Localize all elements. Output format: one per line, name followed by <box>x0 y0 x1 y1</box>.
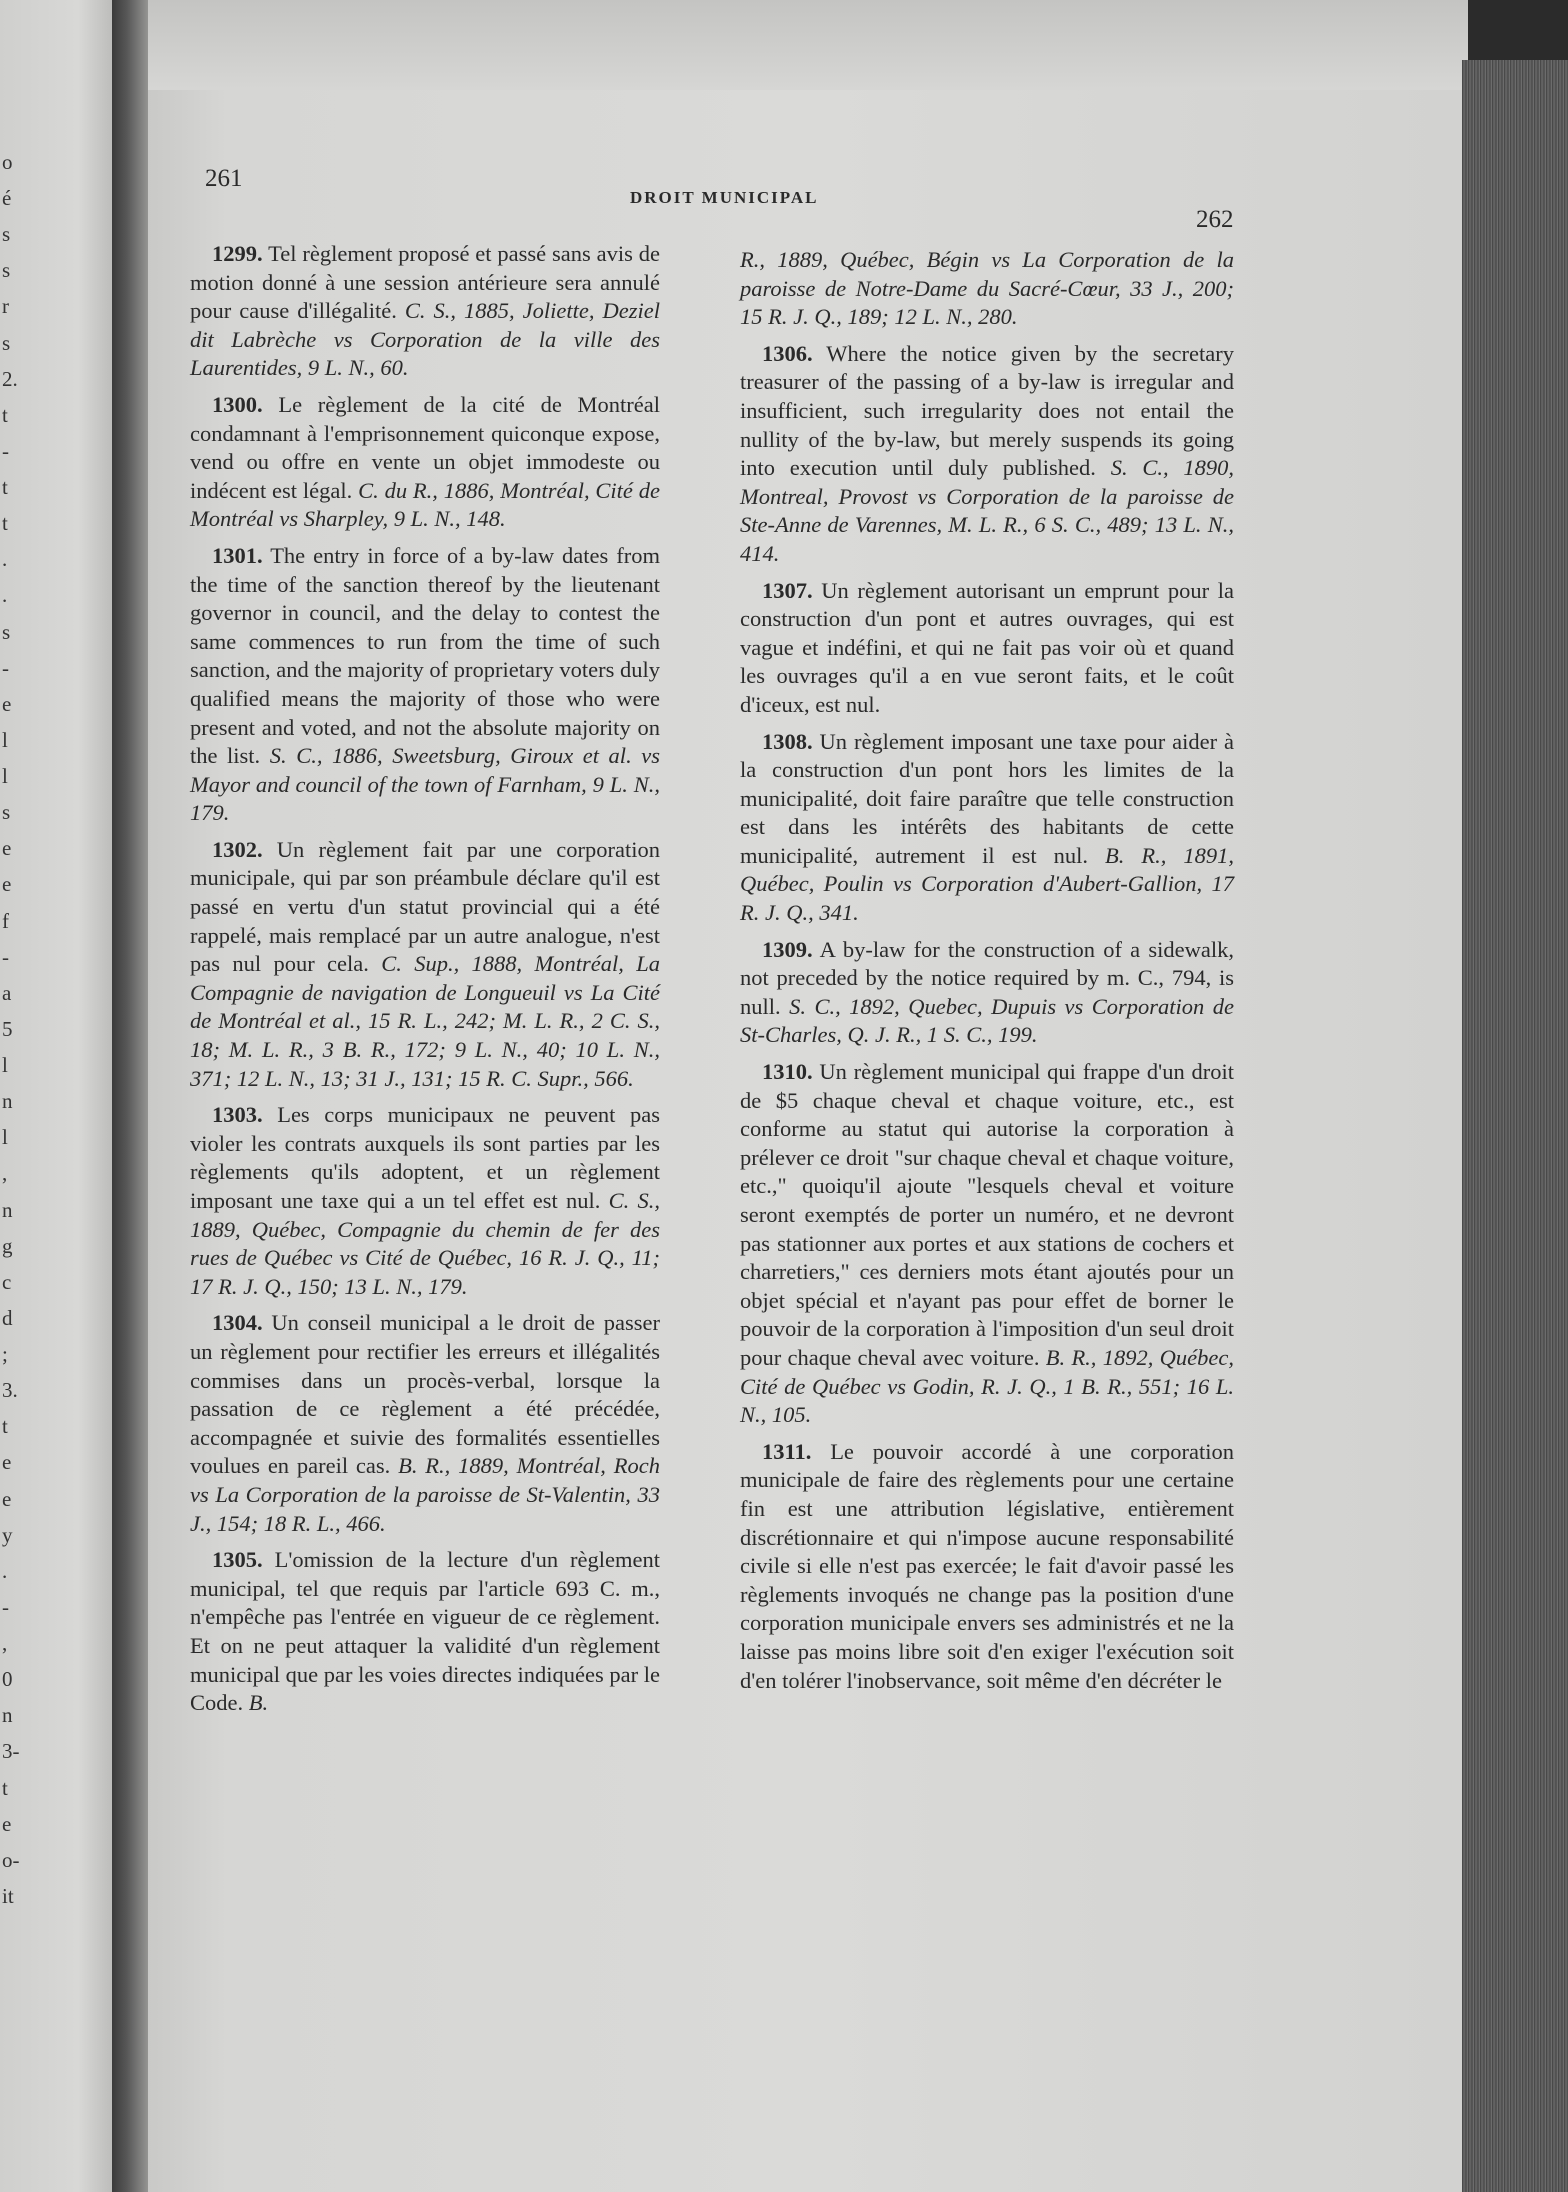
fragment-glyph: 0 <box>2 1667 13 1692</box>
entry-text: Les corps municipaux ne peuvent pas violer les contrats auxquels ils sont parties par les règlements qu'ils adoptent, et un règlement imposant une taxe qui a un tel effet est nul. <box>190 1102 660 1213</box>
entry-paragraph <box>190 240 660 383</box>
fragment-glyph: l <box>2 764 8 789</box>
fragment-glyph: it <box>2 1883 14 1908</box>
fragment-glyph: t <box>2 1414 8 1439</box>
entry-number: 1302. <box>212 836 263 862</box>
fragment-glyph: t <box>2 511 8 536</box>
entry-text: Le règlement de la cité de Montréal condamnant à l'emprisonnement quiconque expose, vend ou offre en vente un objet immodeste ou indécent est légal. <box>190 391 660 503</box>
fragment-glyph: o <box>2 150 13 174</box>
entry-text: A by-law for the construction of a sidewalk, not preceded by the notice required by m. C., 794, is null. <box>740 936 1234 1019</box>
entry-paragraph <box>740 728 1234 928</box>
fragment-glyph: c <box>2 1269 12 1294</box>
fragment-glyph: , <box>2 1161 8 1186</box>
entry-text: Where the notice given by the secretary treasurer of the passing of a by-law is irregular and insufficient, such irregularity does not entail the nullity of the by-law, but merely suspends its going into execution until duly published. <box>740 340 1234 481</box>
entry-text: Un conseil municipal a le droit de passer un règlement pour rectifier les erreurs et illégalités commises dans un procès-verbal, lorsque la passation de ce règlement a été précédée, accompagnée et suivie des formalités essentielles voulues en pareil cas. <box>190 1310 660 1479</box>
entry-citation: B. R., 1891, Québec, Poulin vs Corporation d'Aubert-Gallion, 17 R. J. Q., 341. <box>740 842 1234 926</box>
entry-citation: C. Sup., 1888, Montréal, La Compagnie de navigation de Longueuil vs La Cité de Montréal et al., 15 R. L., 242; M. L. R., 2 C. S., 18; M. L. R., 3 B. R., 172; 9 L. N., 40; 10 L. N., 371; 12 L. N., 13; 31 J., 131; 15 R. C. Supr., 566. <box>190 951 661 1091</box>
entry-text: The entry in force of a by-law dates from the time of the sanction thereof by the lieutenant governor in council, and the delay to contest the same commences to run from the time of such sanction, and the majority of proprietary voters duly qualified means the majority of those who were present and voted, and not the absolute majority on the list. <box>190 542 660 769</box>
entry-number: 1304. <box>212 1310 263 1336</box>
entry-text: Un règlement imposant une taxe pour aider à la construction d'un pont hors les limites de la municipalité, doit faire paraître que telle construction est dans les intérêts des habitants de cette municipalité, autrement il est nul. <box>740 728 1235 868</box>
page-stack-edge <box>1462 60 1568 2192</box>
entry-citation: S. C., 1890, Montreal, Provost vs Corporation de la paroisse de Ste-Anne de Varennes, M. L. R., 6 S. C., 489; 13 L. N., 414. <box>740 455 1235 566</box>
fragment-glyph: - <box>2 944 9 969</box>
fragment-glyph: 3. <box>2 1378 18 1403</box>
entry-text: Un règlement municipal qui frappe d'un droit de $5 chaque cheval et chaque voiture, etc., est conforme au statut qui autorise la corporation à prélever ce droit "sur chaque cheval et chaque voiture, etc.," quoiqu'il ajoute "lesquels cheval et voiture seront exemptés de porter un numéro, et ne devront pas stationner aux portes et aux stations de cochers et charretiers," ces derniers mots étant ajoutés pour un objet spécial et n'ayant pas pour effet de borner le pouvoir de la corporation à l'imposition d'un seul droit pour chaque cheval avec voiture. <box>740 1059 1234 1370</box>
previous-page-fragments <box>0 0 40 2192</box>
entry-paragraph <box>190 836 660 1093</box>
left-column <box>190 240 660 1726</box>
fragment-glyph: t <box>2 475 8 500</box>
entry-paragraph <box>740 936 1234 1050</box>
fragment-glyph: - <box>2 655 9 680</box>
fragment-glyph: t <box>2 1775 8 1800</box>
fragment-glyph: n <box>2 1703 13 1728</box>
fragment-glyph: g <box>2 1233 13 1258</box>
fragment-glyph: - <box>2 1594 9 1619</box>
entry-number: 1299. <box>212 241 263 266</box>
page-top-shading <box>148 0 1468 90</box>
page-number-right: 262 <box>1196 206 1234 233</box>
entry-text: Un règlement autorisant un emprunt pour la construction d'un pont et autres ouvrages, qui est vague et indéfini, et qui ne fait pas voir où et quand les ouvrages qu'il a en vue seront faits, et le coût d'iceux, est nul. <box>740 577 1234 717</box>
fragment-glyph: l <box>2 1125 8 1150</box>
entry-paragraph <box>190 391 660 534</box>
running-head: DROIT MUNICIPAL <box>630 188 819 207</box>
entry-paragraph <box>740 246 1234 332</box>
fragment-glyph: e <box>2 1450 12 1475</box>
entry-citation: C. S., 1885, Joliette, Deziel dit Labrèche vs Corporation de la ville des Laurentides, 9 L. N., 60. <box>190 298 661 381</box>
entry-citation: B. R., 1889, Montréal, Roch vs La Corporation de la paroisse de St-Valentin, 33 J., 154; 18 R. L., 466. <box>190 1453 660 1536</box>
fragment-glyph: , <box>2 1631 8 1656</box>
fragment-glyph: e <box>2 836 12 861</box>
entry-number: 1303. <box>212 1102 263 1128</box>
fragment-glyph: s <box>2 258 11 283</box>
entry-citation: S. C., 1886, Sweetsburg, Giroux et al. vs Mayor and council of the town of Farnham, 9 L. N., 179. <box>190 743 660 826</box>
entry-number: 1301. <box>212 542 263 568</box>
entry-citation: B. R., 1892, Québec, Cité de Québec vs Godin, R. J. Q., 1 B. R., 551; 16 L. N., 105. <box>740 1344 1235 1428</box>
fragment-glyph: d <box>2 1305 13 1330</box>
entry-number: 1300. <box>212 391 263 417</box>
fragment-glyph: r <box>2 294 9 319</box>
fragment-glyph: y <box>2 1522 13 1547</box>
entry-paragraph <box>190 1309 660 1538</box>
fragment-glyph: . <box>2 547 8 572</box>
entry-text: Tel règlement proposé et passé sans avis de motion donné à une session antérieure sera annulé pour cause d'illégalité. <box>190 241 660 324</box>
fragment-glyph: o- <box>2 1847 20 1872</box>
entry-text: L'omission de la lecture d'un règlement municipal, tel que requis par l'article 693 C. m., n'empêche pas l'entrée en vigueur de ce règlement. Et on ne peut attaquer la validité d'un règlement municipal que par les voies directes indiquées par le Code. <box>190 1547 660 1716</box>
entry-citation: B. <box>248 1690 269 1716</box>
fragment-glyph: ; <box>2 1342 8 1367</box>
fragment-glyph: n <box>2 1197 13 1222</box>
fragment-glyph: 5 <box>2 1016 13 1041</box>
fragment-glyph: 2. <box>2 366 18 391</box>
entry-number: 1308. <box>762 728 813 754</box>
entry-number: 1305. <box>212 1547 263 1573</box>
fragment-glyph: s <box>2 619 11 644</box>
entry-number: 1311. <box>762 1438 812 1464</box>
fragment-glyph: f <box>2 908 9 933</box>
page-number-left: 261 <box>205 165 243 192</box>
fragment-glyph: é <box>2 186 12 211</box>
entry-number: 1309. <box>762 936 813 962</box>
entry-paragraph <box>190 542 660 828</box>
entry-citation: S. C., 1892, Quebec, Dupuis vs Corporation de St-Charles, Q. J. R., 1 S. C., 199. <box>740 993 1234 1048</box>
entry-paragraph <box>740 1438 1234 1695</box>
fragment-glyph: . <box>2 1558 8 1583</box>
fragment-glyph: e <box>2 691 12 716</box>
fragment-glyph: s <box>2 800 11 825</box>
fragment-glyph: 3- <box>2 1739 20 1764</box>
entry-paragraph <box>190 1546 660 1718</box>
entry-citation: R., 1889, Québec, Bégin vs La Corporation de la paroisse de Notre-Dame du Sacré-Cœur, 33 J., 200; 15 R. J. Q., 189; 12 L. N., 280. <box>740 247 1234 330</box>
fragment-glyph: s <box>2 222 11 247</box>
right-column <box>740 246 1234 1703</box>
entry-number: 1307. <box>762 577 813 603</box>
entry-text: Un règlement fait par une corporation municipale, qui par son préambule déclare qu'il est passé en vertu d'un statut provincial qui a été rappelé, mais remplacé par un autre analogue, n'est pas nul pour cela. <box>190 836 660 977</box>
fragment-glyph: t <box>2 402 8 427</box>
entry-citation: C. du R., 1886, Montréal, Cité de Montréal vs Sharpley, 9 L. N., 148. <box>190 477 660 532</box>
fragment-glyph: n <box>2 1089 13 1114</box>
fragment-glyph: e <box>2 872 12 897</box>
entry-number: 1306. <box>762 340 813 366</box>
fragment-glyph: s <box>2 330 11 355</box>
entry-text: Le pouvoir accordé à une corporation municipale de faire des règlements pour une certaine fin est une attribution législative, entièrement discrétionnaire et qui n'impose aucune responsabilité civile si elle n'est pas exercée; le fait d'avoir passé les règlements invoqués ne change pas la position d'une corporation municipale envers ses administrés et ne la laisse pas moins libre soit d'en exiger l'exécution soit d'en tolérer l'inobservance, soit même d'en décréter le <box>740 1438 1234 1693</box>
fragment-glyph: l <box>2 727 8 752</box>
entry-paragraph <box>740 577 1234 720</box>
entry-paragraph <box>740 1058 1234 1430</box>
entry-paragraph <box>190 1101 660 1301</box>
book-gutter <box>112 0 150 2192</box>
entry-number: 1310. <box>762 1059 813 1085</box>
fragment-glyph: e <box>2 1811 12 1836</box>
fragment-glyph: . <box>2 583 8 608</box>
fragment-glyph: a <box>2 980 12 1005</box>
entry-paragraph <box>740 340 1234 569</box>
fragment-glyph: - <box>2 438 9 463</box>
fragment-glyph: e <box>2 1486 12 1511</box>
entry-citation: C. S., 1889, Québec, Compagnie du chemin de fer des rues de Québec vs Cité de Québec, 16 R. J. Q., 11; 17 R. J. Q., 150; 13 L. N., 179. <box>190 1188 661 1299</box>
fragment-glyph: l <box>2 1053 8 1078</box>
